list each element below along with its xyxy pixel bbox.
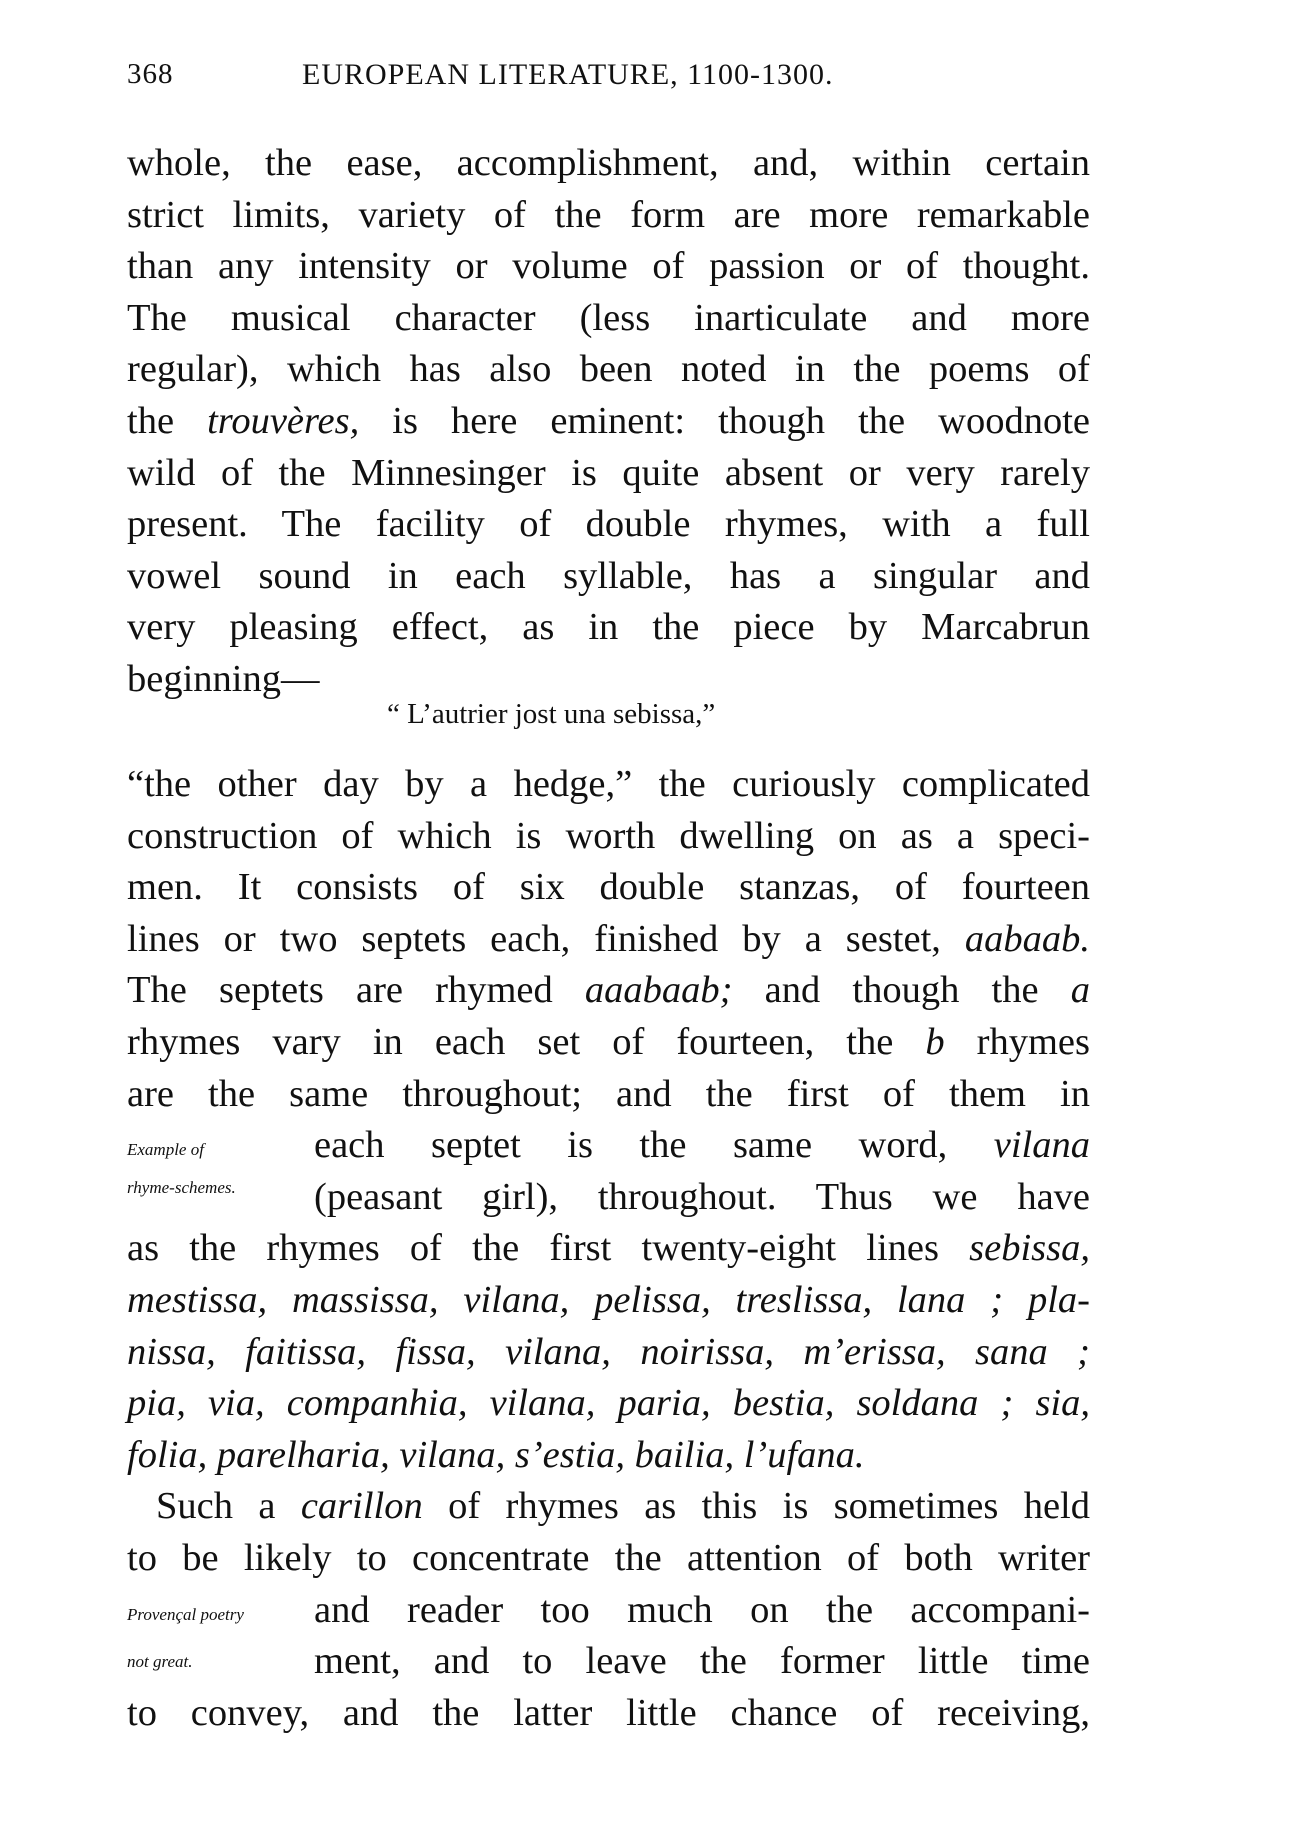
italic-text: vilana <box>993 1124 1090 1167</box>
italic-text: sebissa, <box>969 1227 1090 1270</box>
side-note: Example of <box>127 1140 204 1159</box>
text-run: are the same throughout; and the first of them in <box>127 1072 1090 1115</box>
text-line <box>127 551 1090 603</box>
text-line <box>314 1636 1090 1688</box>
text-line <box>127 1223 1090 1275</box>
text-line <box>127 1430 1090 1482</box>
text-line <box>127 811 1090 863</box>
text-run: each septet is the same word, <box>314 1124 994 1167</box>
text-run: The musical character (less inarticulate and more <box>127 296 1090 339</box>
text-run: to be likely to concentrate the attention of both writer <box>127 1536 1090 1579</box>
text-run: than any intensity or volume of passion or of thought. <box>127 245 1090 288</box>
text-run: very pleasing effect, as in the piece by Marcabrun <box>127 606 1090 649</box>
text-run: men. It consists of six double stanzas, of fourteen <box>127 866 1090 909</box>
text-run: regular), which has also been noted in the poems of <box>127 348 1090 391</box>
text-run: present. The facility of double rhymes, with a full <box>127 503 1090 546</box>
text-run: ment, and to leave the former little time <box>314 1640 1090 1683</box>
text-run: The septets are rhymed <box>127 969 585 1012</box>
text-run: beginning— <box>127 657 320 700</box>
italic-text: aaabaab; <box>584 969 733 1012</box>
text-line <box>127 344 1090 396</box>
paragraph-text-b <box>127 759 1090 1739</box>
text-line <box>156 1481 1090 1533</box>
text-run: construction of which is worth dwelling on as a speci- <box>127 814 1090 857</box>
text-line <box>127 1378 1090 1430</box>
text-run: rhymes vary in each set of fourteen, the <box>127 1020 926 1063</box>
text-line <box>314 1120 1090 1172</box>
text-line <box>127 965 1090 1017</box>
text-line <box>127 396 1090 448</box>
text-line <box>127 293 1090 345</box>
italic-text: aabaab. <box>964 917 1090 960</box>
text-line <box>127 602 1090 654</box>
text-line <box>127 914 1090 966</box>
quoted-verse: “ L’autrier jost una sebissa,” <box>387 698 716 730</box>
side-note: rhyme-schemes. <box>127 1178 236 1197</box>
text-line <box>127 1688 1090 1740</box>
text-line <box>127 862 1090 914</box>
text-run: and though the <box>732 969 1071 1012</box>
italic-text: folia, parelharia, vilana, s’estia, bailia, l’ufana. <box>127 1433 865 1476</box>
text-run: Such a <box>156 1485 301 1528</box>
text-line <box>127 1275 1090 1327</box>
text-line <box>314 1585 1090 1637</box>
text-line <box>127 241 1090 293</box>
italic-text: trouvères, <box>207 399 360 442</box>
italic-text: b <box>925 1020 945 1063</box>
running-head: EUROPEAN LITERATURE, 1100-1300. <box>302 58 834 91</box>
side-note: not great. <box>127 1652 193 1671</box>
italic-text: pia, via, companhia, vilana, paria, bestia, soldana ; sia, <box>127 1382 1090 1425</box>
text-line <box>127 448 1090 500</box>
italic-text: carillon <box>300 1485 423 1528</box>
italic-text: mestissa, massissa, vilana, pelissa, treslissa, lana ; pla- <box>127 1278 1090 1321</box>
paragraph-text-a <box>127 138 1090 706</box>
text-line <box>314 1172 1090 1224</box>
text-run: whole, the ease, accomplishment, and, within certain <box>127 142 1090 184</box>
text-run: is here eminent: though the woodnote <box>359 399 1090 442</box>
text-run: the <box>127 399 208 442</box>
text-run: wild of the Minnesinger is quite absent or very rarely <box>127 451 1090 494</box>
text-line <box>127 190 1090 242</box>
text-run: “the other day by a hedge,” the curiously complicated <box>127 763 1090 805</box>
text-line <box>127 1533 1090 1585</box>
text-run: (peasant girl), throughout. Thus we have <box>314 1175 1090 1218</box>
text-line <box>127 138 1090 190</box>
text-run: of rhymes as this is sometimes held <box>422 1485 1090 1528</box>
page-number: 368 <box>127 58 174 90</box>
side-note: Provençal poetry <box>127 1605 244 1624</box>
text-run: strict limits, variety of the form are more remarkable <box>127 193 1090 236</box>
text-run: lines or two septets each, finished by a sestet, <box>127 917 965 960</box>
text-run: rhymes <box>944 1020 1090 1063</box>
text-run: as the rhymes of the first twenty-eight lines <box>127 1227 970 1270</box>
text-run: vowel sound in each syllable, has a singular and <box>127 554 1090 597</box>
italic-text: a <box>1070 969 1090 1012</box>
italic-text: nissa, faitissa, fissa, vilana, noirissa, m’erissa, sana ; <box>127 1330 1090 1373</box>
text-run: to convey, and the latter little chance of receiving, <box>127 1691 1090 1734</box>
text-line <box>127 759 1090 811</box>
text-line <box>127 1069 1090 1121</box>
text-line <box>127 1017 1090 1069</box>
text-line <box>127 499 1090 551</box>
text-run: and reader too much on the accompani- <box>314 1588 1090 1631</box>
text-line <box>127 1327 1090 1379</box>
